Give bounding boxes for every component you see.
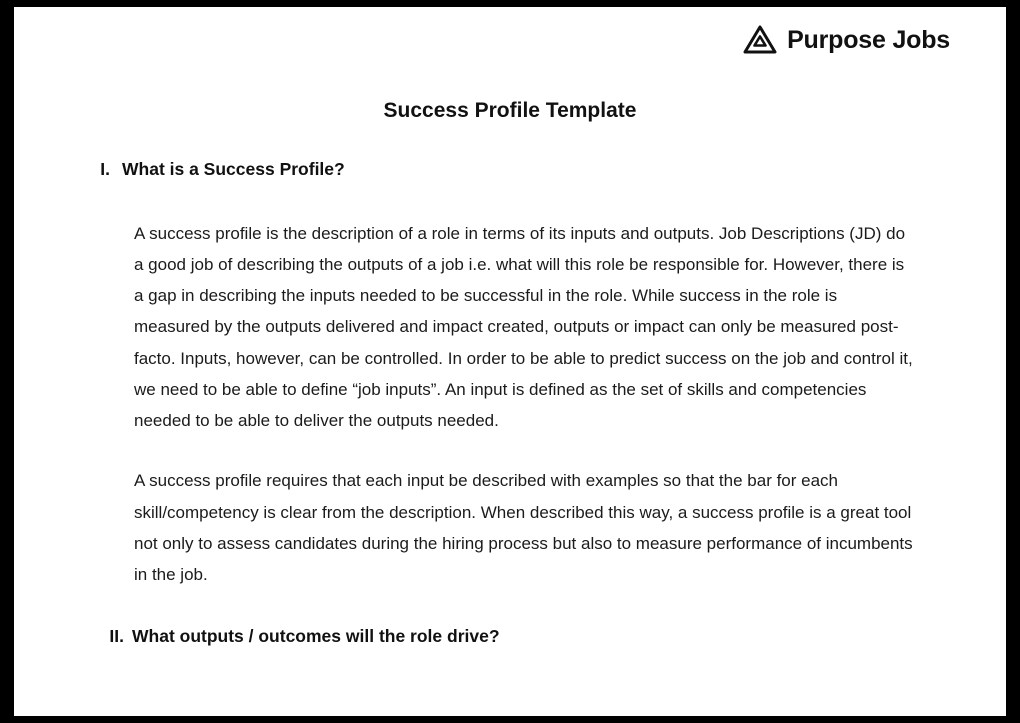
document-body	[14, 157, 1006, 649]
section-1-paragraph-1: A success profile is the description of a role in terms of its inputs and outputs. Job Descriptions (JD) do a good job of describing the outputs of a job i.e. what will this role be responsible for. However, there is a gap in describing the inputs needed to be successful in the role. While success in the role is measured by the outputs delivered and impact created, outputs or impact can only be measured post-facto. Inputs, however, can be controlled. In order to be able to predict success on the job and control it, we need to be able to define “job inputs”. An input is defined as the set of skills and competencies needed to be able to deliver the outputs needed.	[134, 223, 913, 431]
brand-logo	[743, 25, 950, 55]
section-heading-1	[14, 157, 1006, 182]
page-title: Success Profile Template	[383, 99, 637, 122]
section-1-paragraph-2: A success profile requires that each input be described with examples so that the bar for each skill/competency is clear from the description. When described this way, a success profile is a great tool not only to assess candidates during the hiring process but also to measure performance of incumbents in the job.	[134, 471, 913, 585]
brand-name: Purpose Jobs	[787, 25, 950, 54]
section-numeral-2: II.	[109, 626, 124, 647]
section-title-2: What outputs / outcomes will the role drive?	[132, 626, 500, 647]
document-page	[14, 7, 1006, 716]
mountain-triangle-icon	[743, 25, 777, 55]
section-title-1: What is a Success Profile?	[122, 159, 345, 179]
section-heading-2	[14, 624, 1006, 649]
section-numeral-1: I.	[100, 159, 110, 179]
